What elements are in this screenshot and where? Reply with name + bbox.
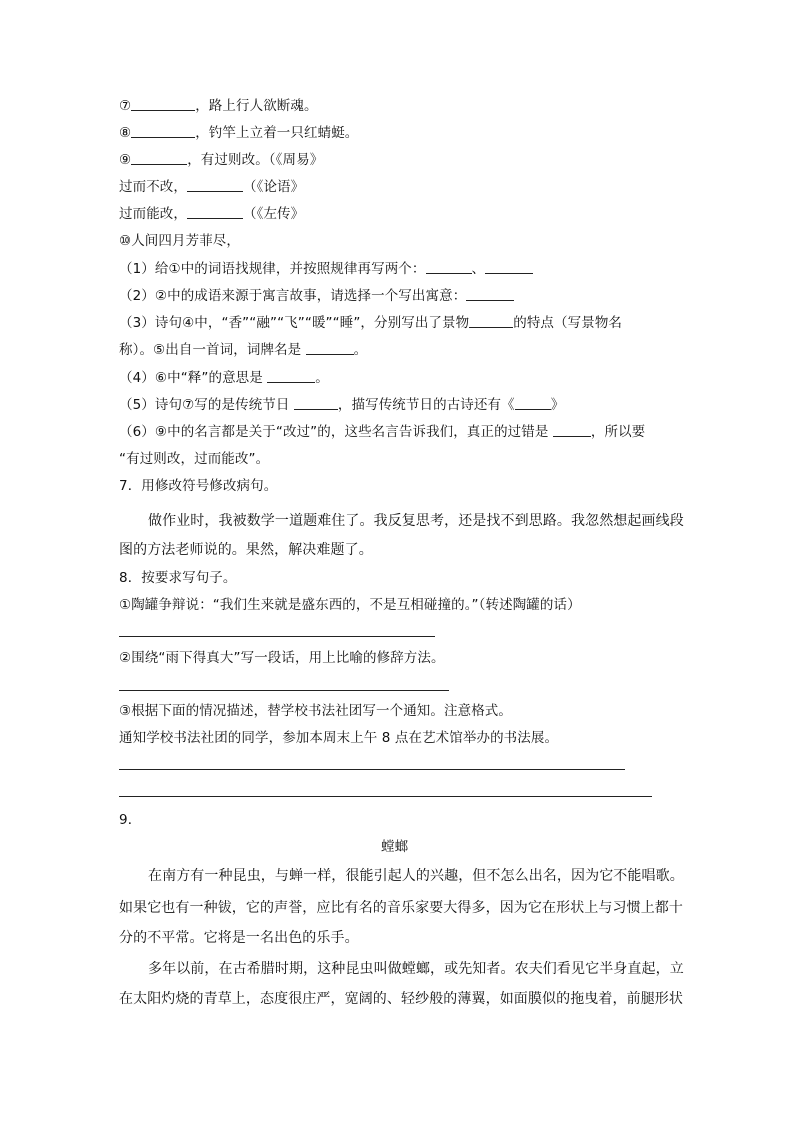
answer-blank[interactable] <box>187 178 243 192</box>
answer-blank[interactable] <box>553 423 591 437</box>
question-1: （1）给①中的词语找规律，并按照规律再写两个： 、 <box>119 260 533 278</box>
poem-line-8: ⑧ ，钓竿上立着一只红蜻蜓。 <box>119 125 359 141</box>
question-3-cont: 称）。⑤出自一首词，词牌名是 。 <box>119 342 368 358</box>
section-8-item-3: ③根据下面的情况描述，替学校书法社团写一个通知。注意格式。 <box>119 703 513 719</box>
answer-blank[interactable] <box>426 260 472 274</box>
question-3: （3）诗句④中，“香”“融”“飞”“暖”“睡”，分别写出了景物 的特点（写景物名 <box>119 315 623 331</box>
answer-blank[interactable] <box>306 341 354 355</box>
article-title: 螳螂 <box>381 839 409 855</box>
poem-line-10: ⑩人间四月芳菲尽， <box>119 233 241 249</box>
answer-blank[interactable] <box>294 396 338 410</box>
answer-line[interactable] <box>119 796 652 797</box>
article-paragraph-1-line1: 在南方有一种昆虫，与蝉一样，很能引起人的兴趣，但不怎么出名，因为它不能唱歌。 <box>148 868 684 884</box>
answer-blank[interactable] <box>187 205 243 219</box>
poem-line-9: ⑨ ，有过则改。（《周易》 <box>119 152 324 168</box>
section-7-text-line2: 图的方法老师说的。果然，解决难题了。 <box>119 542 373 558</box>
article-paragraph-2-line1: 多年以前，在古希腊时期，这种昆虫叫做螳螂，或先知者。农夫们看见它半身直起，立 <box>148 961 684 977</box>
poem-line-9c: 过而能改， （《左传》 <box>119 206 305 222</box>
question-5: （5）诗句⑦写的是传统节日 ，描写传统节日的古诗还有《 》 <box>119 397 565 413</box>
answer-blank[interactable] <box>131 124 195 138</box>
question-4: （4）⑥中“释”的意思是 。 <box>119 370 329 386</box>
section-8-item-2: ②围绕“雨下得真大”写一段话，用上比喻的修辞方法。 <box>119 650 445 666</box>
section-8-item-1: ①陶罐争辩说：“我们生来就是盛东西的，不是互相碰撞的。”（转述陶罐的话） <box>119 597 581 613</box>
article-paragraph-2-line2: 在太阳灼烧的青草上，态度很庄严，宽阔的、轻纱般的薄翼，如面膜似的拖曳着，前腿形状 <box>119 991 683 1007</box>
section-8-heading: 8．按要求写句子。 <box>119 570 237 586</box>
article-paragraph-1-line3: 分的不平常。它将是一名出色的乐手。 <box>119 930 359 946</box>
question-6: （6）⑨中的名言都是关于“改过”的，这些名言告诉我们，真正的过错是 ，所以要 <box>119 424 646 440</box>
answer-blank[interactable] <box>515 396 551 410</box>
answer-blank[interactable] <box>267 369 315 383</box>
article-paragraph-1-line2: 如果它也有一种钹，它的声誉，应比有名的音乐家要大得多，因为它在形状上与习惯上都十 <box>119 900 683 916</box>
section-7-heading: 7．用修改符号修改病句。 <box>119 478 278 494</box>
poem-line-7: ⑦ ，路上行人欲断魂。 <box>119 98 318 114</box>
answer-line[interactable] <box>119 690 449 691</box>
answer-blank[interactable] <box>131 151 187 165</box>
poem-line-9b: 过而不改， （《论语》 <box>119 179 305 195</box>
answer-blank[interactable] <box>131 97 195 111</box>
section-7-text-line1: 做作业时，我被数学一道题难住了。我反复思考，还是找不到思路。我忽然想起画线段 <box>148 513 684 529</box>
answer-blank[interactable] <box>466 287 514 301</box>
section-9-heading: 9． <box>119 812 142 828</box>
answer-blank[interactable] <box>469 314 513 328</box>
answer-line[interactable] <box>119 769 625 770</box>
answer-blank[interactable] <box>485 260 533 274</box>
answer-line[interactable] <box>119 636 435 637</box>
question-6-cont: “有过则改，过而能改”。 <box>119 451 270 467</box>
section-8-item-3-description: 通知学校书法社团的同学，参加本周末上午 8 点在艺术馆举办的书法展。 <box>119 730 559 746</box>
question-2: （2）②中的成语来源于寓言故事，请选择一个写出寓意： <box>119 287 514 305</box>
